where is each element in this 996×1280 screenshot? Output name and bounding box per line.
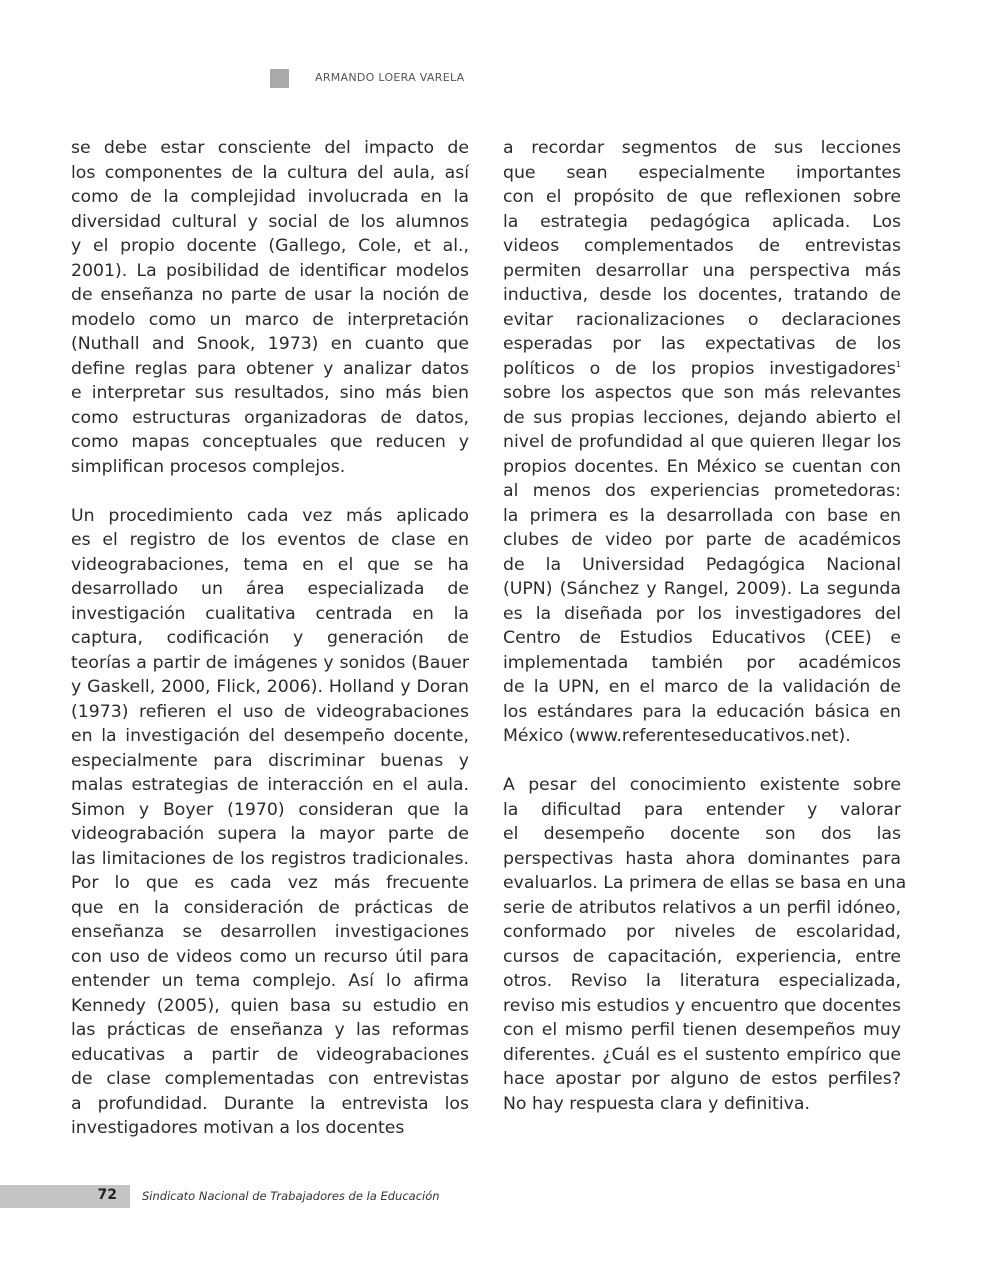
text-line: hace apostar por alguno de estos perfiles? (503, 1069, 901, 1089)
text-line: Simon y Boyer (1970) consideran que la (71, 799, 469, 820)
text-line: inductiva, desde los docentes, tratando de (503, 285, 901, 305)
paragraph-culture-models (71, 136, 469, 479)
text-line: diferentes. ¿Cuál es el sustento empírico que (503, 1044, 901, 1065)
text-line: educativas a partir de videograbaciones (71, 1044, 469, 1065)
text-line: de la Universidad Pedagógica Nacional (503, 554, 901, 575)
left-column (71, 136, 469, 1165)
text-line: serie de atributos relativos a un perfil idóneo, (503, 897, 901, 918)
text-line: evaluarlos. La primera de ellas se basa en una (503, 873, 907, 893)
text-line: a profundidad. Durante la entrevista los (71, 1093, 469, 1114)
text-line: con el propósito de que reflexionen sobre (503, 187, 901, 207)
running-header-author: ARMANDO LOERA VARELA (315, 71, 465, 84)
text-line: en la investigación del desempeño docente, (71, 726, 469, 746)
text-line: que sean especialmente importantes (503, 162, 901, 183)
text-line: de sus propias lecciones, dejando abierto el (503, 407, 901, 428)
text-line: la estrategia pedagógica aplicada. Los (503, 211, 901, 232)
text-line: que en la consideración de prácticas de (71, 897, 469, 918)
text-line: desarrollado un área especializada de (71, 579, 469, 599)
paragraph-teacher-evaluation (503, 773, 907, 1116)
text-line: teorías a partir de imágenes y sonidos (Bauer (71, 652, 469, 673)
text-line: conformado por niveles de escolaridad, (503, 922, 901, 942)
header-square-mark (270, 69, 289, 88)
text-line: clubes de video por parte de académicos (503, 530, 901, 550)
text-line: los estándares para la educación básica en (503, 701, 901, 722)
text-line: el desempeño docente son dos las (503, 824, 901, 844)
text-line: con el mismo perfil tienen desempeños muy (503, 1020, 901, 1040)
text-line: las prácticas de enseñanza y las reformas (71, 1020, 469, 1040)
text-line: las limitaciones de los registros tradicionales. (71, 848, 469, 869)
text-line: videograbación supera la mayor parte de (71, 824, 469, 844)
text-line: evitar racionalizaciones o declaraciones (503, 309, 901, 330)
text-line: (Nuthall and Snook, 1973) en cuanto que (71, 334, 469, 354)
text-line: 2001). La posibilidad de identificar modelos (71, 260, 469, 281)
text-line: esperadas por las expectativas de los (503, 334, 901, 354)
text-line: de clase complementadas con entrevistas (71, 1069, 469, 1089)
text-line: entender un tema complejo. Así lo afirma (71, 971, 469, 991)
text-line: modelo como un marco de interpretación (71, 309, 469, 330)
text-line: como de la complejidad involucrada en la (71, 187, 469, 207)
text-line: México (www.referenteseducativos.net). (503, 726, 851, 746)
text-line: e interpretar sus resultados, sino más bien (71, 383, 469, 403)
text-line: malas estrategias de interacción en el aula. (71, 775, 469, 795)
text-line: los componentes de la cultura del aula, así (71, 162, 469, 183)
text-line: A pesar del conocimiento existente sobre (503, 775, 901, 795)
text-line: perspectivas hasta ahora dominantes para (503, 848, 901, 869)
right-column (503, 136, 907, 1141)
text-line: permiten desarrollar una perspectiva más (503, 260, 901, 281)
text-line: investigación cualitativa centrada en la (71, 603, 469, 624)
paragraph-video-recording (71, 504, 469, 1141)
text-line: implementada también por académicos (503, 652, 901, 673)
text-line: Por lo que es cada vez más frecuente (71, 873, 469, 893)
page-number: 72 (97, 1187, 117, 1203)
text-line: es el registro de los eventos de clase en (71, 530, 469, 550)
footnote-ref: 1 (895, 359, 901, 369)
text-line: de la UPN, en el marco de la validación de (503, 677, 901, 697)
text-line: con uso de videos como un recurso útil para (71, 946, 469, 967)
text-line: videos complementados de entrevistas (503, 236, 901, 256)
text-line: y Gaskell, 2000, Flick, 2006). Holland y Doran (71, 677, 469, 697)
footer-publisher: Sindicato Nacional de Trabajadores de la Educación (142, 1189, 440, 1203)
text-line: y el propio docente (Gallego, Cole, et al., (71, 236, 469, 256)
text-line: enseñanza se desarrollen investigaciones (71, 922, 469, 942)
text-line: es la diseñada por los investigadores del (503, 603, 901, 624)
text-line: a recordar segmentos de sus lecciones (503, 138, 901, 158)
text-line: (UPN) (Sánchez y Rangel, 2009). La segunda (503, 579, 901, 599)
text-line: Centro de Estudios Educativos (CEE) e (503, 628, 901, 648)
text-line: nivel de profundidad al que quieren llegar los (503, 432, 901, 452)
text-line: videograbaciones, tema en el que se ha (71, 554, 469, 575)
text-line: define reglas para obtener y analizar datos (71, 358, 469, 379)
text-line: otros. Reviso la literatura especializada, (503, 971, 901, 991)
text-line: simplifican procesos complejos. (71, 456, 346, 477)
text-line: No hay respuesta clara y definitiva. (503, 1093, 810, 1114)
text-line: como estructuras organizadoras de datos, (71, 407, 469, 428)
text-line: (1973) refieren el uso de videograbaciones (71, 701, 469, 722)
text-line: sobre los aspectos que son más relevantes (503, 383, 901, 403)
text-line: propios docentes. En México se cuentan con (503, 456, 901, 477)
text-line: investigadores motivan a los docentes (71, 1118, 405, 1138)
text-line: diversidad cultural y social de los alumnos (71, 211, 469, 232)
text-line: la dificultad para entender y valorar (503, 799, 901, 820)
text-line: la primera es la desarrollada con base en (503, 505, 901, 526)
paragraph-video-interviews (503, 136, 901, 749)
text-line: políticos o de los propios investigadores$^1$ (503, 358, 901, 379)
text-line: captura, codificación y generación de (71, 628, 469, 648)
text-line: cursos de capacitación, experiencia, entre (503, 946, 901, 967)
text-line: especialmente para discriminar buenas y (71, 750, 469, 771)
text-line: Un procedimiento cada vez más aplicado (71, 505, 469, 526)
text-line: como mapas conceptuales que reducen y (71, 432, 469, 452)
text-line: se debe estar consciente del impacto de (71, 138, 469, 158)
text-line: al menos dos experiencias prometedoras: (503, 481, 901, 501)
text-line: de enseñanza no parte de usar la noción de (71, 285, 469, 305)
text-line: Kennedy (2005), quien basa su estudio en (71, 995, 469, 1016)
text-line: reviso mis estudios y encuentro que docentes (503, 995, 901, 1016)
